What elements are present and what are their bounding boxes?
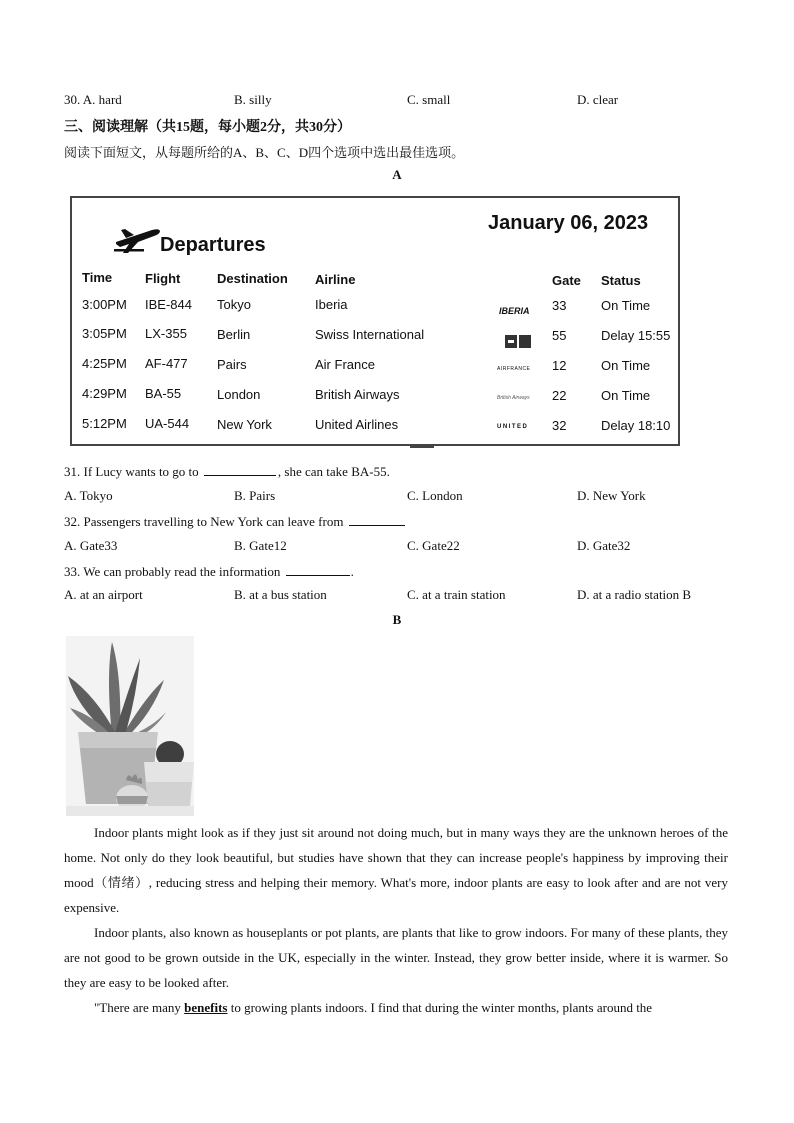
british-airways-logo: British Airways: [497, 395, 530, 401]
header-time: Time: [82, 270, 113, 285]
header-destination: Destination: [217, 271, 288, 286]
underlined-keyword: benefits: [184, 1000, 228, 1015]
q32-option-a[interactable]: A. Gate33: [64, 538, 118, 553]
row-status: On Time: [601, 298, 651, 313]
row-time: 3:00PM: [82, 297, 127, 312]
board-date: January 06, 2023: [488, 212, 649, 234]
airfrance-logo: AIRFRANCE: [497, 366, 531, 372]
question-33: [64, 563, 354, 580]
row-airline: Iberia: [315, 297, 348, 312]
q31-option-d[interactable]: D. New York: [577, 488, 646, 503]
question-stem: 32. Passengers travelling to New York can leave from: [64, 514, 344, 529]
q30-option-b[interactable]: B. silly: [234, 92, 272, 107]
q32-option-d[interactable]: D. Gate32: [577, 538, 631, 553]
question-stem: 33. We can probably read the information: [64, 564, 281, 579]
row-status: On Time: [601, 388, 651, 403]
row-time: 4:29PM: [82, 386, 127, 401]
q30-option-d[interactable]: D. clear: [577, 92, 619, 107]
row-gate: 32: [552, 418, 567, 433]
row-gate: 33: [552, 298, 567, 313]
row-status: Delay 18:10: [601, 418, 671, 433]
option-text: A. hard: [82, 92, 122, 107]
q30-option-a[interactable]: [64, 92, 122, 108]
row-airline: Air France: [315, 357, 375, 372]
row-destination: Tokyo: [217, 297, 251, 312]
row-status: On Time: [601, 358, 651, 373]
q33-option-b[interactable]: B. at a bus station: [234, 587, 327, 602]
row-destination: Pairs: [217, 357, 247, 372]
row-airline: Swiss International: [315, 327, 425, 342]
header-airline: Airline: [315, 272, 356, 287]
passage-paragraph: Indoor plants, also known as houseplants or pot plants, are plants that like to grow indoors. For many of these plants, they are not good to be grown outside in the UK, especially in the winter. Instead, they grow better inside, where it is warmer. So they are easy to be looked after.: [64, 925, 728, 990]
q33-option-c[interactable]: C. at a train station: [407, 587, 506, 602]
q31-option-a[interactable]: A. Tokyo: [64, 488, 113, 503]
row-time: 4:25PM: [82, 356, 127, 371]
question-stem: 31. If Lucy wants to go to: [64, 464, 199, 479]
q31-option-b[interactable]: B. Pairs: [234, 488, 276, 503]
section-instruction: 阅读下面短文，从每题所给的A、B、C、D四个选项中选出最佳选项。: [64, 145, 465, 160]
q32-option-c[interactable]: C. Gate22: [407, 538, 460, 553]
board-title: Departures: [160, 234, 266, 256]
row-flight: LX-355: [145, 326, 187, 341]
header-status: Status: [601, 273, 641, 288]
question-number: 30.: [64, 92, 81, 107]
passage-paragraph: Indoor plants might look as if they just sit around not doing much, but in many ways they are the unknown heroes of the home. Not only do they look beautiful, but studies have shown that they can increase people's happiness by improving their mood（情绪）, reducing stress and helping their memory. What's more, indoor plants are easy to look after and are not very expensive.: [64, 825, 728, 915]
row-flight: IBE-844: [145, 297, 192, 312]
paragraph-text: to growing plants indoors. I find that during the winter months, plants around the: [227, 1000, 653, 1015]
question-31: [64, 463, 390, 480]
row-flight: BA-55: [145, 386, 182, 401]
iberia-logo: IBERIA: [499, 306, 530, 316]
q33-option-a[interactable]: A. at an airport: [64, 587, 143, 602]
q32-option-b[interactable]: B. Gate12: [234, 538, 287, 553]
row-airline: British Airways: [315, 387, 400, 402]
section-heading: 三、阅读理解（共15题，每小题2分，共30分）: [64, 120, 351, 135]
airplane-icon: [112, 220, 162, 254]
question-32: [64, 513, 405, 530]
row-time: 5:12PM: [82, 416, 127, 431]
q30-option-c[interactable]: C. small: [407, 92, 451, 107]
row-status: Delay 15:55: [601, 328, 671, 343]
q33-option-d[interactable]: D. at a radio station B: [577, 587, 692, 602]
potted-plant-image: [66, 636, 194, 816]
row-gate: 22: [552, 388, 567, 403]
question-stem-end: , she can take BA-55.: [277, 464, 390, 479]
united-logo: UNITED: [497, 424, 529, 430]
departures-board: [70, 196, 680, 446]
passage-paragraph: [64, 995, 728, 1020]
answer-blank[interactable]: [286, 563, 350, 576]
row-gate: 12: [552, 358, 567, 373]
header-flight: Flight: [145, 271, 181, 286]
board-divider: [410, 445, 434, 448]
row-destination: Berlin: [217, 327, 251, 342]
swiss-logo-icon: [505, 335, 531, 348]
row-gate: 55: [552, 328, 567, 343]
row-flight: UA-544: [145, 416, 190, 431]
row-time: 3:05PM: [82, 326, 127, 341]
answer-blank[interactable]: [204, 463, 276, 476]
row-destination: London: [217, 387, 261, 402]
passage-b-label: B: [392, 612, 402, 627]
answer-blank[interactable]: [349, 513, 405, 526]
row-destination: New York: [217, 417, 272, 432]
question-stem-end: .: [350, 564, 354, 579]
row-flight: AF-477: [145, 356, 188, 371]
row-airline: United Airlines: [315, 417, 399, 432]
passage-a-label: A: [392, 167, 402, 182]
header-gate: Gate: [552, 273, 581, 288]
q31-option-c[interactable]: C. London: [407, 488, 463, 503]
paragraph-text: "There are many: [94, 1000, 185, 1015]
